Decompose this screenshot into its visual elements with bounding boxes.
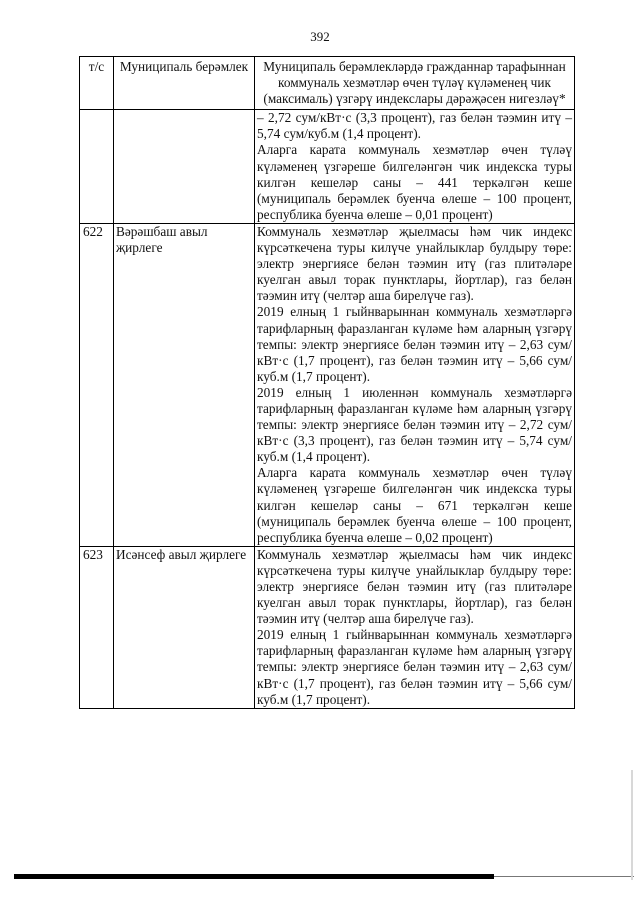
description-paragraph: 2019 елның 1 июленнән коммуналь хезмәтләргә тарифларның фаразланган күләме һәм аларның үзгәрү темпы: электр энергиясе белән тәэмин итү – 2,72 сум/кВт·с (3,3 процент), газ белән тәэмин итү – 5,74 сум/куб.м (1,4 процент). bbox=[257, 384, 572, 465]
table-row bbox=[80, 110, 575, 224]
table-row bbox=[80, 546, 575, 708]
table-row bbox=[80, 223, 575, 546]
description-cell bbox=[255, 223, 575, 546]
description-paragraph: 2019 елның 1 гыйнварыннан коммуналь хезмәтләргә тарифларның фаразланган күләме һәм аларның үзгәрү темпы: электр энергиясе белән тәэмин итү – 2,63 сум/кВт·с (1,7 процент), газ белән тәэмин итү – 5,66 сум/куб.м (1,7 процент). bbox=[257, 627, 572, 707]
bottom-scan-border bbox=[14, 874, 494, 879]
header-municipality: Муниципаль берәмлек bbox=[114, 57, 255, 110]
municipality-name: Исәнсеф авыл җирлеге bbox=[114, 546, 255, 708]
header-num: т/с bbox=[80, 57, 114, 110]
tariff-table bbox=[79, 56, 575, 709]
description-paragraph: Коммуналь хезмәтләр җыелмасы һәм чик индекс күрсәткечена туры килүче унайлыклар булдыру төре: электр энергиясе белән тәэмин итү (газ плитәләре куелган авыл торак пунктлары, йортлар), газ белән тәэмин итү (челтәр аша бирелүче газ). bbox=[257, 223, 572, 304]
page-number: 392 bbox=[310, 29, 330, 44]
description-paragraph: Аларга карата коммуналь хезмәтләр өчен түләү күләменең үзгәреше билгеләнгән чик индекска туры килгән кешеләр саны – 441 теркәлгән кеше (муниципаль берәмлек буенча өлеше – 100 процент, республика буенча өлеше – 0,01 процент) bbox=[257, 142, 572, 222]
scan-edge-mark bbox=[631, 770, 633, 880]
description-cell bbox=[255, 110, 575, 224]
bottom-scan-border-thin bbox=[494, 876, 634, 877]
table-header-row bbox=[80, 57, 575, 110]
description-paragraph: Аларга карата коммуналь хезмәтләр өчен түләү күләменең үзгәреше билгеләнгән чик индекска туры килгән кешеләр саны – 671 теркәлгән кеше (муниципаль берәмлек буенча өлеше – 100 процент, республика буенча өлеше – 0,02 процент) bbox=[257, 465, 572, 545]
municipality-name bbox=[114, 110, 255, 224]
description-paragraph: Коммуналь хезмәтләр җыелмасы һәм чик индекс күрсәткечена туры килүче унайлыклар булдыру төре: электр энергиясе белән тәэмин итү (газ плитәләре куелган авыл торак пунктлары, йортлар), газ белән тәэмин итү (челтәр аша бирелүче газ). bbox=[257, 546, 572, 627]
municipality-name: Вәрәшбаш авыл җирлеге bbox=[114, 223, 255, 546]
row-number: 622 bbox=[80, 223, 114, 546]
header-description: Муниципаль берәмлекләрдә гражданнар тарафыннан коммуналь хезмәтләр өчен түләү күләменең чик (максималь) үзгәрү индекслары дәрәҗәсен нигезләү* bbox=[255, 57, 575, 110]
row-number: 623 bbox=[80, 546, 114, 708]
description-paragraph: 2019 елның 1 гыйнварыннан коммуналь хезмәтләргә тарифларның фаразланган күләме һәм аларның үзгәрү темпы: электр энергиясе белән тәэмин итү – 2,63 сум/кВт·с (1,7 процент), газ белән тәэмин итү – 5,66 сум/куб.м (1,7 процент). bbox=[257, 304, 572, 384]
description-paragraph: – 2,72 сум/кВт·с (3,3 процент), газ белән тәэмин итү – 5,74 сум/куб.м (1,4 процент). bbox=[257, 110, 572, 142]
row-number bbox=[80, 110, 114, 224]
description-cell bbox=[255, 546, 575, 708]
